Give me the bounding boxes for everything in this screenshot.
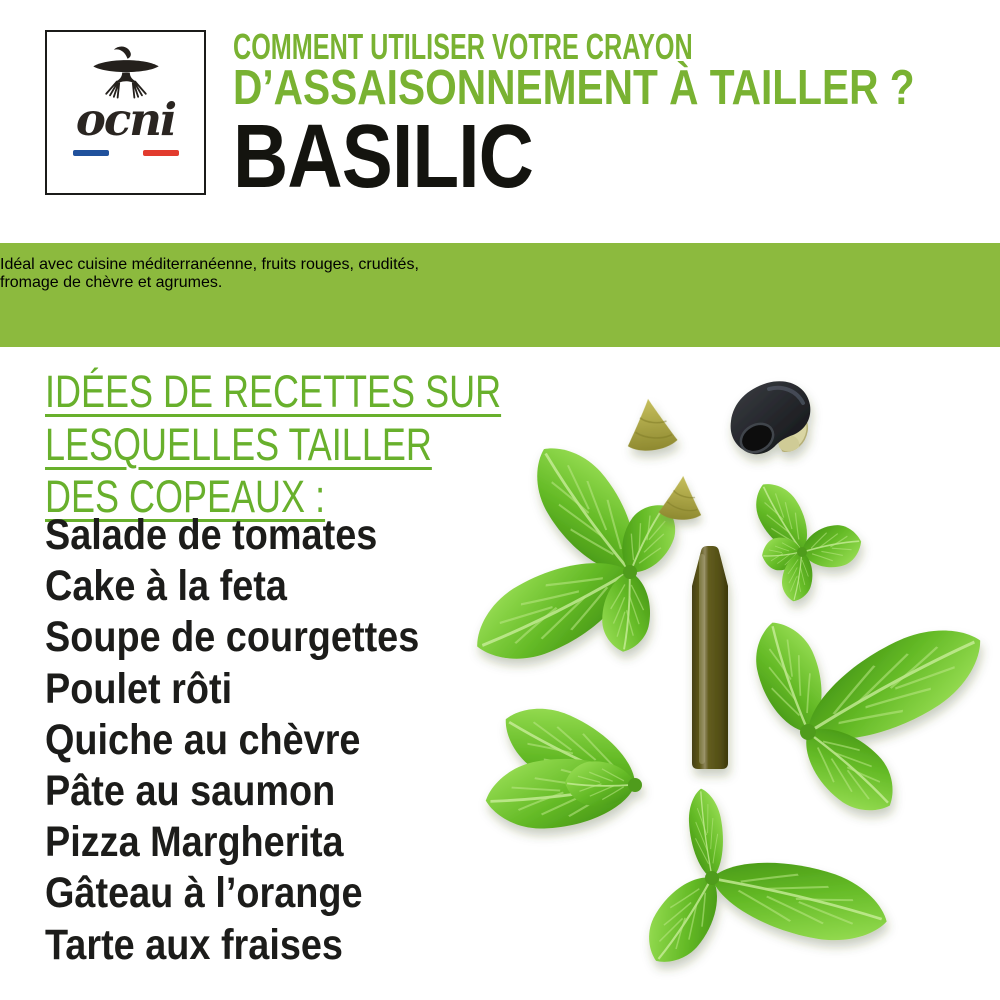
french-flag-dashes — [47, 150, 204, 156]
recipes-heading-line3: DES COPEAUX : — [45, 471, 326, 522]
recipe-item: Pizza Margherita — [45, 818, 344, 867]
header-kicker-line1: COMMENT UTILISER VOTRE CRAYON — [233, 26, 693, 67]
recipe-item: Pâte au saumon — [45, 767, 336, 816]
recipe-item: Tarte aux fraises — [45, 920, 343, 969]
banner-line1: Idéal avec cuisine méditerranéenne, fruits rouges, crudités, — [0, 256, 419, 273]
intro-banner — [0, 243, 1000, 347]
logo-wordmark: ocni — [75, 93, 176, 146]
recipes-heading — [45, 366, 615, 524]
recipe-item: Salade de tomates — [45, 511, 378, 559]
banner-text — [0, 243, 1000, 256]
recipe-item: Gâteau à l’orange — [45, 869, 363, 918]
recipes-heading-line1: IDÉES DE RECETTES SUR — [45, 366, 502, 417]
recipe-item: Quiche au chèvre — [45, 715, 361, 764]
basil-cluster-bottom-middle — [634, 787, 895, 976]
recipe-item: Soupe de courgettes — [45, 613, 420, 662]
seasoning-crayon — [692, 546, 728, 769]
flag-blue-dash — [73, 150, 109, 156]
brand-logo — [45, 30, 206, 195]
basil-sprig-small — [745, 474, 865, 604]
recipe-list — [45, 510, 470, 971]
recipe-item: Cake à la feta — [45, 562, 287, 611]
product-title: BASILIC — [233, 107, 534, 207]
banner-line2: fromage de chèvre et agrumes. — [0, 274, 223, 291]
flag-red-dash — [143, 150, 179, 156]
crayon-shaving-cone-2 — [658, 474, 704, 521]
header-kicker-line2: D’ASSAISONNEMENT À TAILLER ? — [233, 61, 915, 115]
basil-cluster-right — [744, 606, 998, 827]
basil-cluster-bottom-left — [482, 690, 650, 835]
recipe-item: Poulet rôti — [45, 664, 233, 713]
crayon-shaving-cone-1 — [623, 396, 678, 453]
recipes-heading-line2: LESQUELLES TAILLER — [45, 418, 432, 470]
pencil-sharpener — [731, 381, 811, 458]
